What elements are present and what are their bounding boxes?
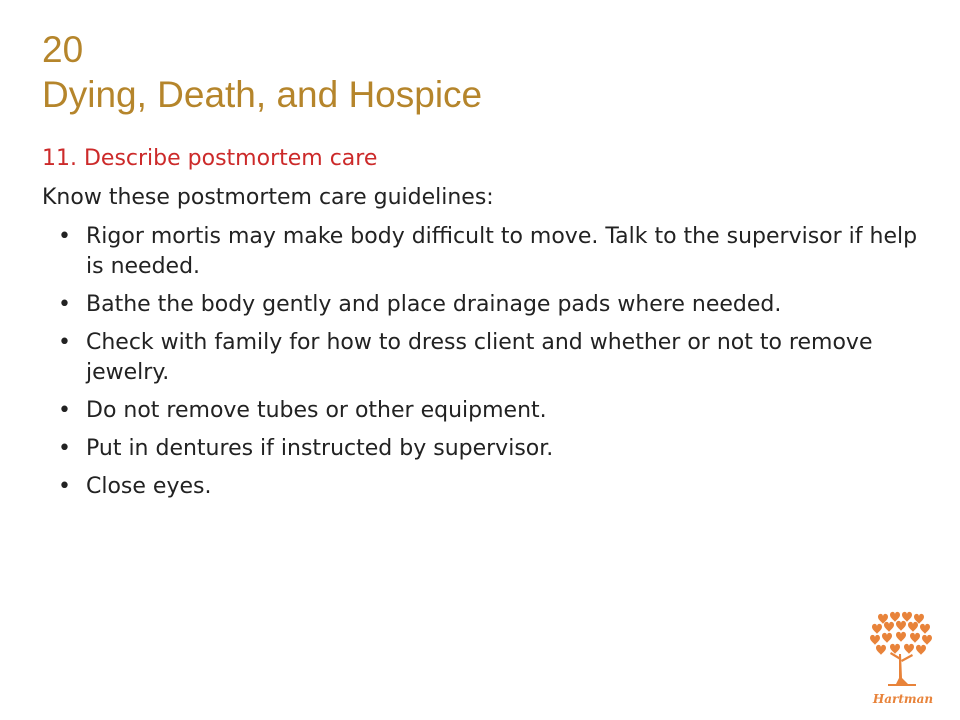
guideline-item xyxy=(58,472,938,502)
guideline-item xyxy=(58,396,938,426)
chapter-title: Dying, Death, and Hospice xyxy=(42,74,483,115)
bullet-icon: • xyxy=(58,474,71,499)
guideline-text: Check with family for how to dress client and whether or not to remove jewelry. xyxy=(86,330,873,385)
bullet-icon: • xyxy=(58,398,71,423)
bullet-icon: • xyxy=(58,436,71,461)
guideline-list xyxy=(58,222,938,510)
bullet-icon: • xyxy=(58,224,71,249)
guideline-item xyxy=(58,290,938,320)
bullet-icon: • xyxy=(58,330,71,355)
guideline-text: Bathe the body gently and place drainage pads where needed. xyxy=(86,292,782,317)
logo-text: Hartman xyxy=(872,692,934,706)
chapter-number: 20 xyxy=(42,29,84,70)
intro-text: Know these postmortem care guidelines: xyxy=(42,185,494,210)
guideline-item xyxy=(58,222,938,282)
guideline-item xyxy=(58,328,938,388)
guideline-item xyxy=(58,434,938,464)
tree-of-hearts-icon xyxy=(866,610,940,690)
guideline-text: Close eyes. xyxy=(86,474,212,499)
section-heading: 11. Describe postmortem care xyxy=(42,146,378,171)
guideline-text: Put in dentures if instructed by supervisor. xyxy=(86,436,554,461)
hartman-logo xyxy=(866,610,940,706)
guideline-text: Do not remove tubes or other equipment. xyxy=(86,398,547,423)
guideline-text: Rigor mortis may make body difficult to move. Talk to the supervisor if help is needed. xyxy=(86,224,918,279)
bullet-icon: • xyxy=(58,292,71,317)
